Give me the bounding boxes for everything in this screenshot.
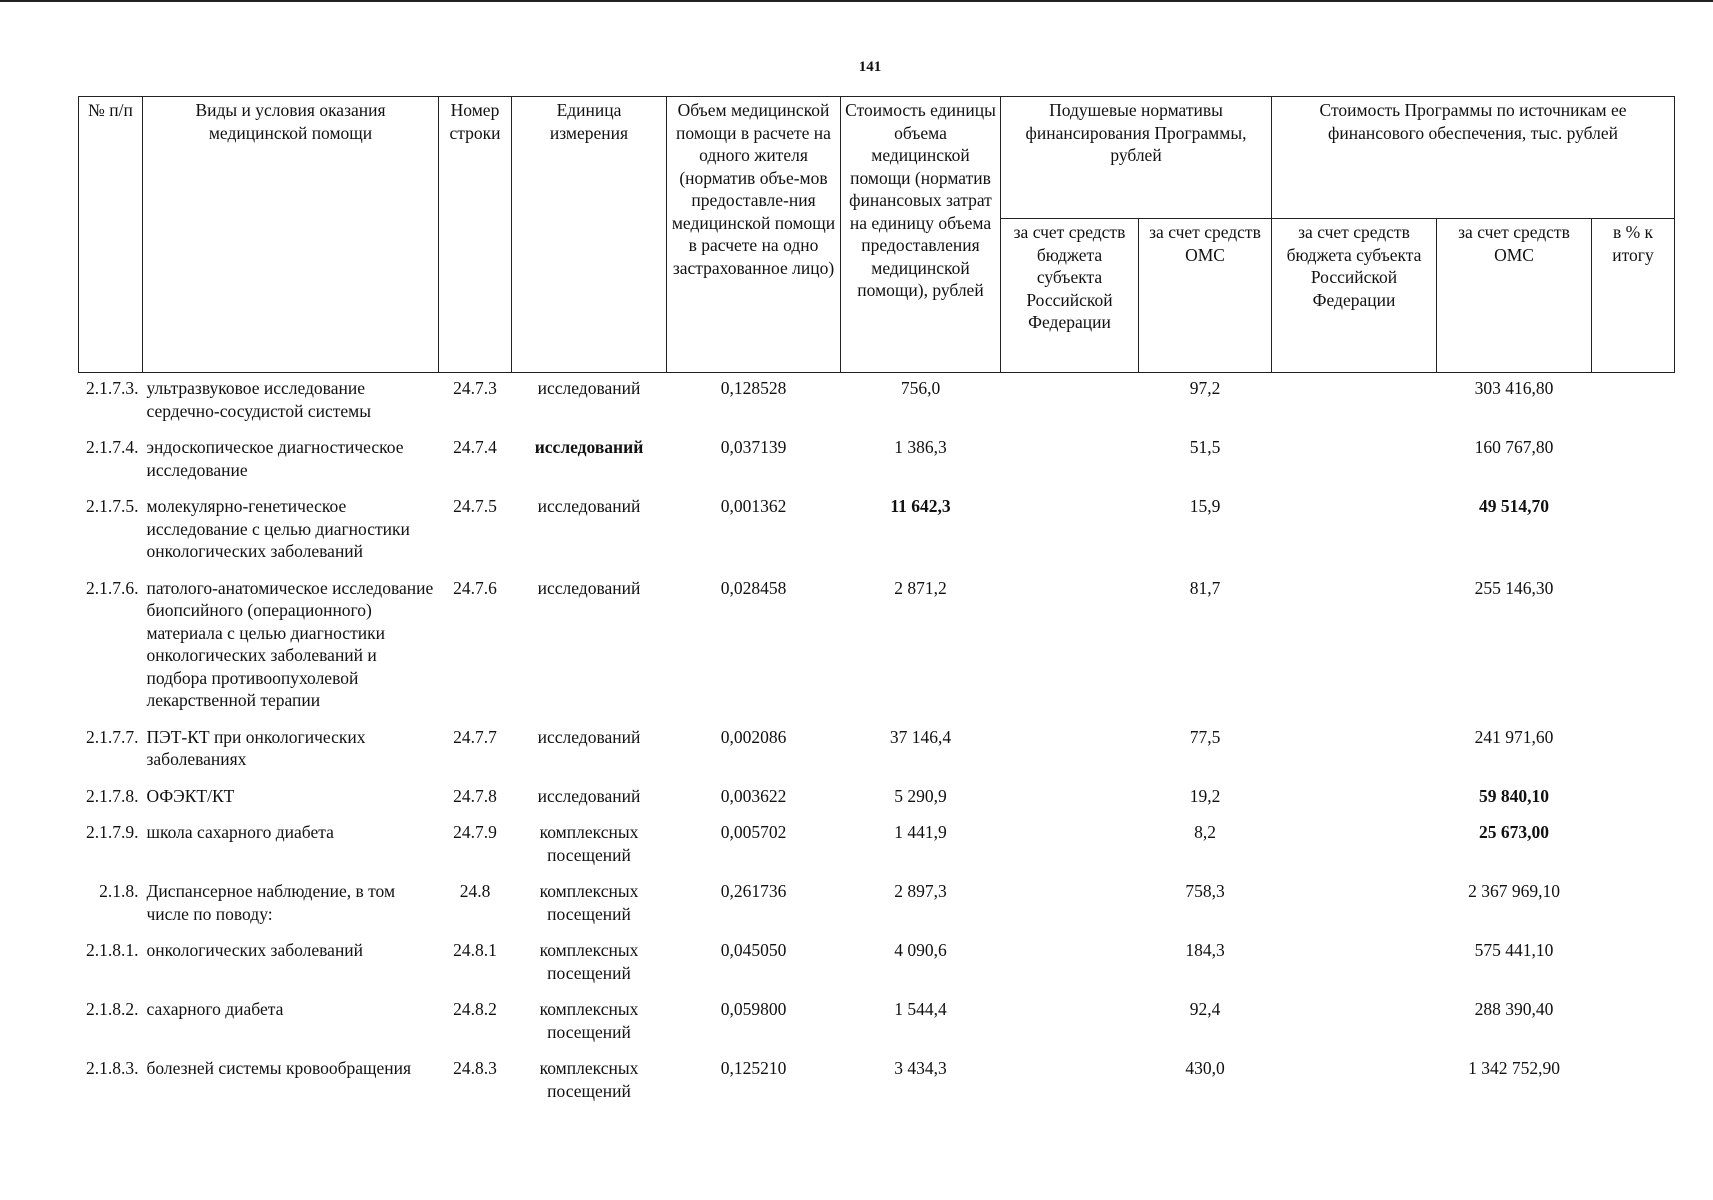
row-program-oms: 59 840,10 bbox=[1479, 785, 1549, 806]
row-name: Диспансерное наблюдение, в том числе по поводу: bbox=[146, 881, 396, 924]
row-number: 2.1.8.1. bbox=[86, 940, 139, 960]
row-program-oms: 575 441,10 bbox=[1474, 940, 1554, 960]
row-line-number: 24.7.6 bbox=[453, 577, 497, 598]
row-program-budget bbox=[1272, 373, 1437, 433]
table-row bbox=[79, 817, 1675, 876]
row-volume: 0,005702 bbox=[720, 822, 787, 842]
row-percapita-budget bbox=[1001, 781, 1139, 818]
header-program-cost: Стоимость Программы по источникам ее финансового обеспечения, тыс. рублей bbox=[1272, 97, 1675, 219]
table-row bbox=[79, 876, 1675, 935]
row-program-percent bbox=[1592, 491, 1675, 573]
row-percapita-oms: 430,0 bbox=[1185, 1058, 1225, 1078]
row-unit: исследований bbox=[537, 726, 641, 747]
row-cost: 1 441,9 bbox=[894, 822, 947, 842]
row-line-number: 24.8.1 bbox=[453, 940, 497, 960]
row-volume: 0,045050 bbox=[720, 940, 787, 960]
row-program-oms: 2 367 969,10 bbox=[1468, 881, 1560, 901]
header-program-budget: за счет средств бюджета субъекта Российской Федерации bbox=[1272, 219, 1437, 373]
row-percapita-oms: 184,3 bbox=[1185, 940, 1225, 960]
row-name: патолого-анатомическое исследование биопсийного (операционного) материала с целью диагностики онкологических заболеваний и подбора противоопухолевой лекарственной терапии bbox=[146, 577, 434, 710]
row-program-budget bbox=[1272, 722, 1437, 781]
row-unit: исследований bbox=[537, 496, 641, 516]
row-name: ультразвуковое исследование сердечно-сосудистой системы bbox=[146, 378, 371, 421]
header-unit: Единица измерения bbox=[512, 97, 667, 373]
row-percapita-budget bbox=[1001, 935, 1139, 994]
row-percapita-budget bbox=[1001, 722, 1139, 781]
row-percapita-oms: 77,5 bbox=[1189, 726, 1221, 747]
row-number: 2.1.7.9. bbox=[86, 822, 139, 842]
row-percapita-budget bbox=[1001, 876, 1139, 935]
row-name: болезней системы кровообращения bbox=[146, 1058, 412, 1078]
table-row bbox=[79, 722, 1675, 781]
row-cost: 2 897,3 bbox=[894, 881, 947, 901]
table-row bbox=[79, 1053, 1675, 1112]
table-row bbox=[79, 935, 1675, 994]
row-program-budget bbox=[1272, 432, 1437, 491]
row-volume: 0,059800 bbox=[720, 999, 787, 1019]
row-unit: комплексных посещений bbox=[539, 999, 639, 1042]
row-percapita-oms: 758,3 bbox=[1185, 881, 1225, 901]
row-unit: исследований bbox=[537, 577, 641, 598]
row-percapita-budget bbox=[1001, 994, 1139, 1053]
header-cost: Стоимость единицы объема медицинской помощи (норматив финансовых затрат на единицу объема предоставления медицинской помощи), рублей bbox=[841, 97, 1001, 373]
row-program-oms: 1 342 752,90 bbox=[1468, 1058, 1560, 1078]
row-program-oms: 303 416,80 bbox=[1474, 378, 1554, 398]
row-cost: 5 290,9 bbox=[894, 785, 947, 806]
row-percapita-budget bbox=[1001, 373, 1139, 433]
row-volume: 0,261736 bbox=[720, 881, 787, 901]
row-number: 2.1.7.4. bbox=[86, 437, 139, 457]
row-number: 2.1.7.6. bbox=[86, 577, 139, 598]
row-volume: 0,125210 bbox=[720, 1058, 787, 1078]
row-name: ОФЭКТ/КТ bbox=[146, 785, 235, 806]
row-percapita-oms: 8,2 bbox=[1194, 822, 1216, 842]
header-program-percent: в % к итогу bbox=[1592, 219, 1675, 373]
row-percapita-budget bbox=[1001, 573, 1139, 722]
row-program-percent bbox=[1592, 722, 1675, 781]
header-line: Номер строки bbox=[439, 97, 512, 373]
row-number: 2.1.7.3. bbox=[86, 378, 139, 398]
row-line-number: 24.8 bbox=[459, 881, 491, 901]
header-kind: Виды и условия оказания медицинской помощи bbox=[143, 97, 439, 373]
row-name: сахарного диабета bbox=[146, 999, 284, 1019]
table-body bbox=[79, 373, 1675, 1113]
table-row bbox=[79, 573, 1675, 722]
table-row bbox=[79, 373, 1675, 433]
row-program-oms: 288 390,40 bbox=[1474, 999, 1554, 1019]
row-volume: 0,028458 bbox=[720, 577, 787, 598]
row-cost: 1 386,3 bbox=[894, 437, 947, 457]
row-unit: комплексных посещений bbox=[539, 940, 639, 983]
header-num: № п/п bbox=[79, 97, 143, 373]
row-name: молекулярно-генетическое исследование с целью диагностики онкологических заболеваний bbox=[146, 496, 410, 561]
table-row bbox=[79, 491, 1675, 573]
row-volume: 0,128528 bbox=[720, 378, 787, 398]
row-line-number: 24.8.3 bbox=[453, 1058, 497, 1078]
row-line-number: 24.7.7 bbox=[453, 726, 497, 747]
row-program-oms: 160 767,80 bbox=[1474, 437, 1554, 457]
row-volume: 0,002086 bbox=[720, 726, 787, 747]
row-program-percent bbox=[1592, 781, 1675, 818]
table-row bbox=[79, 781, 1675, 818]
row-unit: исследований bbox=[534, 437, 644, 457]
row-program-percent bbox=[1592, 1053, 1675, 1112]
row-program-percent bbox=[1592, 817, 1675, 876]
header-percapita-oms: за счет средств ОМС bbox=[1139, 219, 1272, 373]
row-cost: 3 434,3 bbox=[894, 1058, 947, 1078]
row-program-budget bbox=[1272, 573, 1437, 722]
row-program-oms: 241 971,60 bbox=[1474, 726, 1554, 747]
row-number: 2.1.8. bbox=[99, 881, 139, 901]
row-program-percent bbox=[1592, 935, 1675, 994]
row-program-budget bbox=[1272, 876, 1437, 935]
row-percapita-oms: 81,7 bbox=[1189, 577, 1221, 598]
row-percapita-budget bbox=[1001, 432, 1139, 491]
row-name: онкологических заболеваний bbox=[146, 940, 364, 960]
row-volume: 0,037139 bbox=[720, 437, 787, 457]
row-percapita-oms: 51,5 bbox=[1189, 437, 1221, 457]
row-program-budget bbox=[1272, 994, 1437, 1053]
row-number: 2.1.7.8. bbox=[86, 785, 139, 806]
row-name: ПЭТ-КТ при онкологических заболеваниях bbox=[146, 726, 366, 769]
row-percapita-budget bbox=[1001, 491, 1139, 573]
row-line-number: 24.7.8 bbox=[453, 785, 497, 806]
row-percapita-oms: 15,9 bbox=[1189, 496, 1221, 516]
table-row bbox=[79, 432, 1675, 491]
row-program-percent bbox=[1592, 573, 1675, 722]
page-number: 141 bbox=[858, 59, 882, 75]
row-program-budget bbox=[1272, 781, 1437, 818]
row-program-percent bbox=[1592, 876, 1675, 935]
row-cost: 756,0 bbox=[900, 378, 941, 398]
row-program-oms: 255 146,30 bbox=[1474, 577, 1554, 598]
row-cost: 37 146,4 bbox=[889, 726, 952, 747]
row-program-budget bbox=[1272, 817, 1437, 876]
table-row bbox=[79, 994, 1675, 1053]
row-line-number: 24.7.9 bbox=[453, 822, 497, 842]
row-cost: 2 871,2 bbox=[894, 577, 947, 598]
row-percapita-oms: 19,2 bbox=[1189, 785, 1221, 806]
header-percapita: Подушевые нормативы финансирования Программы, рублей bbox=[1001, 97, 1272, 219]
row-unit: исследований bbox=[537, 785, 641, 806]
row-cost: 1 544,4 bbox=[894, 999, 947, 1019]
row-program-oms: 49 514,70 bbox=[1479, 496, 1549, 516]
row-percapita-budget bbox=[1001, 817, 1139, 876]
row-unit: комплексных посещений bbox=[539, 1058, 639, 1101]
row-number: 2.1.8.2. bbox=[86, 999, 139, 1019]
row-unit: комплексных посещений bbox=[539, 822, 639, 865]
row-program-oms: 25 673,00 bbox=[1479, 822, 1549, 842]
top-border-line bbox=[0, 0, 1713, 2]
row-line-number: 24.7.4 bbox=[453, 437, 497, 457]
row-unit: комплексных посещений bbox=[539, 881, 639, 924]
row-name: эндоскопическое диагностическое исследование bbox=[146, 437, 404, 480]
financing-table bbox=[78, 96, 1675, 1112]
row-program-percent bbox=[1592, 432, 1675, 491]
row-number: 2.1.7.7. bbox=[86, 726, 139, 747]
row-line-number: 24.7.5 bbox=[453, 496, 497, 516]
row-program-percent bbox=[1592, 994, 1675, 1053]
header-percapita-budget: за счет средств бюджета субъекта Российской Федерации bbox=[1001, 219, 1139, 373]
row-program-percent bbox=[1592, 373, 1675, 433]
row-number: 2.1.8.3. bbox=[86, 1058, 139, 1078]
row-cost: 11 642,3 bbox=[890, 496, 951, 516]
row-percapita-oms: 92,4 bbox=[1189, 999, 1221, 1019]
row-percapita-budget bbox=[1001, 1053, 1139, 1112]
row-program-budget bbox=[1272, 935, 1437, 994]
header-program-oms: за счет средств ОМС bbox=[1437, 219, 1592, 373]
header-volume: Объем медицинской помощи в расчете на одного жителя (норматив объе-мов предоставле-ния медицинской помощи в расчете на одно застрахованное лицо) bbox=[667, 97, 841, 373]
row-volume: 0,001362 bbox=[720, 496, 787, 516]
row-cost: 4 090,6 bbox=[894, 940, 947, 960]
row-percapita-oms: 97,2 bbox=[1189, 378, 1221, 398]
row-line-number: 24.8.2 bbox=[453, 999, 497, 1019]
row-program-budget bbox=[1272, 1053, 1437, 1112]
row-name: школа сахарного диабета bbox=[146, 822, 334, 842]
row-program-budget bbox=[1272, 491, 1437, 573]
row-unit: исследований bbox=[537, 378, 641, 398]
row-volume: 0,003622 bbox=[720, 785, 787, 806]
row-number: 2.1.7.5. bbox=[86, 496, 139, 516]
row-line-number: 24.7.3 bbox=[453, 378, 497, 398]
